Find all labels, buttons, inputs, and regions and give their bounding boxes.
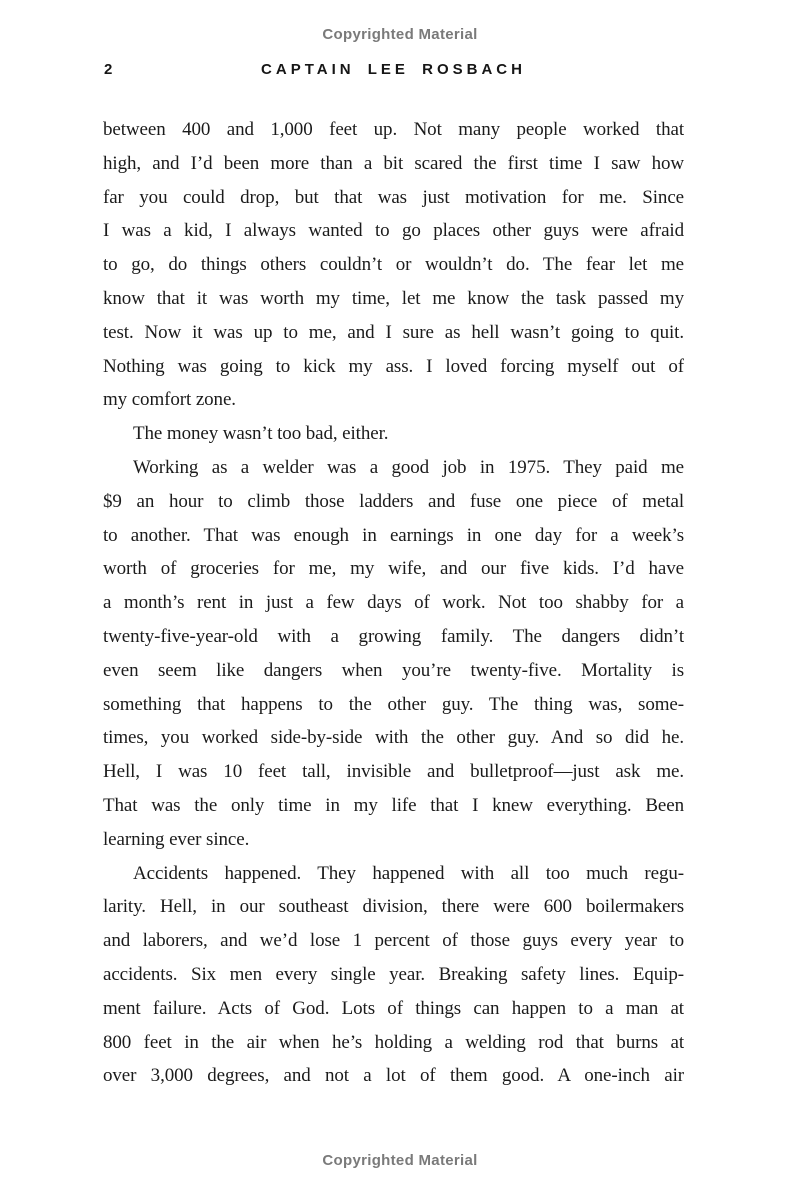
text-line: $9 an hour to climb those ladders and fuse one piece of metal bbox=[103, 490, 684, 512]
text-line-paragraph-start: Working as a welder was a good job in 1975. They paid me bbox=[133, 456, 684, 478]
text-line: far you could drop, but that was just motivation for me. Since bbox=[103, 186, 684, 208]
text-line-paragraph-start: Accidents happened. They happened with all too much regu- bbox=[133, 862, 684, 884]
text-line-paragraph-end: my comfort zone. bbox=[103, 389, 236, 411]
running-header bbox=[103, 61, 684, 83]
text-line: over 3,000 degrees, and not a lot of them good. A one-inch air bbox=[103, 1065, 684, 1087]
text-line: ment failure. Acts of God. Lots of things can happen to a man at bbox=[103, 997, 684, 1019]
text-line: to go, do things others couldn’t or wouldn’t do. The fear let me bbox=[103, 254, 684, 276]
text-line: times, you worked side-by-side with the other guy. And so did he. bbox=[103, 727, 684, 749]
text-line: I was a kid, I always wanted to go places other guys were afraid bbox=[103, 220, 684, 242]
text-line: That was the only time in my life that I knew everything. Been bbox=[103, 794, 684, 816]
copyright-notice-bottom: Copyrighted Material bbox=[322, 1152, 478, 1169]
text-line: know that it was worth my time, let me know the task passed my bbox=[103, 287, 684, 309]
copyright-notice-top: Copyrighted Material bbox=[322, 26, 478, 43]
text-line: Hell, I was 10 feet tall, invisible and bulletproof—just ask me. bbox=[103, 761, 684, 783]
text-line: larity. Hell, in our southeast division, there were 600 boilermakers bbox=[103, 896, 684, 918]
text-line-paragraph-start: The money wasn’t too bad, either. bbox=[133, 423, 389, 445]
page-number: 2 bbox=[104, 61, 113, 78]
running-header-title: CAPTAIN LEE ROSBACH bbox=[261, 61, 526, 78]
text-line-paragraph-end: learning ever since. bbox=[103, 828, 250, 850]
text-line: accidents. Six men every single year. Breaking safety lines. Equip- bbox=[103, 963, 684, 985]
text-line: 800 feet in the air when he’s holding a welding rod that burns at bbox=[103, 1031, 684, 1053]
text-line: between 400 and 1,000 feet up. Not many people worked that bbox=[103, 119, 684, 140]
text-line: even seem like dangers when you’re twenty-five. Mortality is bbox=[103, 659, 684, 681]
text-line: high, and I’d been more than a bit scared the first time I saw how bbox=[103, 152, 684, 174]
body-text bbox=[103, 113, 684, 1093]
text-line: to another. That was enough in earnings in one day for a week’s bbox=[103, 524, 684, 546]
text-line: twenty-five-year-old with a growing family. The dangers didn’t bbox=[103, 625, 684, 647]
text-line: Nothing was going to kick my ass. I loved forcing myself out of bbox=[103, 355, 684, 377]
text-line: a month’s rent in just a few days of work. Not too shabby for a bbox=[103, 592, 684, 614]
text-line: and laborers, and we’d lose 1 percent of those guys every year to bbox=[103, 930, 684, 952]
text-line: something that happens to the other guy. The thing was, some- bbox=[103, 693, 684, 715]
text-line: worth of groceries for me, my wife, and our five kids. I’d have bbox=[103, 558, 684, 580]
text-line: test. Now it was up to me, and I sure as hell wasn’t going to quit. bbox=[103, 321, 684, 343]
